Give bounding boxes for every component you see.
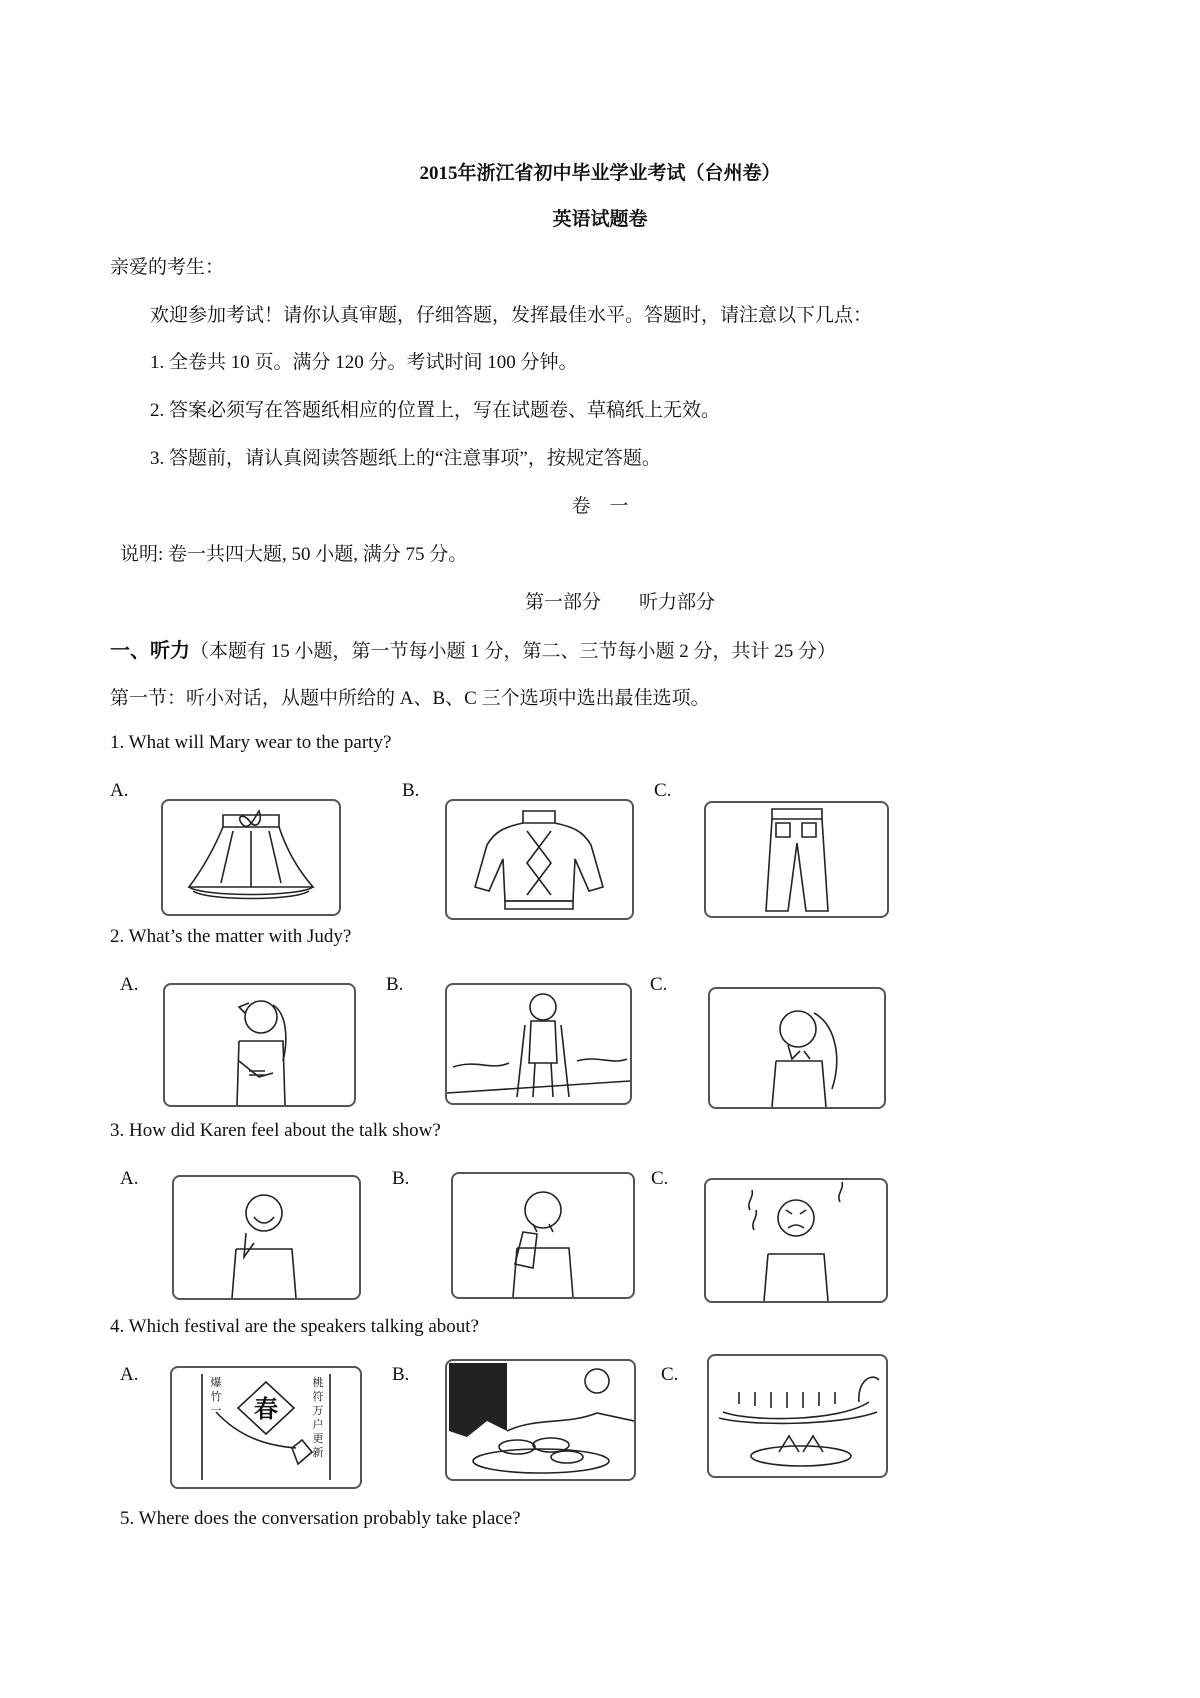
q1-option-c-label: C. (654, 780, 672, 801)
exam-subtitle: 英语试题卷 (552, 209, 648, 230)
q4-option-c-label: C. (661, 1364, 679, 1385)
svg-text:更: 更 (312, 1432, 324, 1445)
jeans-image[interactable] (704, 801, 889, 918)
note-2: 2. 答案必须写在答题纸相应的位置上，写在试题卷、草稿纸上无效。 (150, 400, 721, 421)
q2-option-c-label: C. (650, 974, 668, 995)
question-2: 2. What’s the matter with Judy? (110, 926, 352, 947)
subsection-1: 第一节：听小对话，从题中所给的 A、B、C 三个选项中选出最佳选项。 (110, 688, 710, 709)
volume-heading: 卷 一 (571, 496, 629, 517)
question-1: 1. What will Mary wear to the party? (110, 732, 392, 753)
q3-option-b-label: B. (392, 1168, 410, 1189)
crutches-girl-image[interactable] (445, 983, 632, 1105)
svg-text:一: 一 (210, 1404, 222, 1417)
spring-couplet-right: 桃 (312, 1376, 324, 1389)
hurt-arm-girl-image[interactable] (163, 983, 356, 1107)
section-1-label: 一、听力 (110, 640, 190, 662)
question-4: 4. Which festival are the speakers talking about? (110, 1316, 479, 1337)
q1-option-b-label: B. (402, 780, 420, 801)
note-3: 3. 答题前，请认真阅读答题纸上的“注意事项”，按规定答题。 (150, 448, 661, 469)
svg-text:符: 符 (312, 1390, 324, 1403)
happy-girl-image[interactable] (172, 1175, 361, 1300)
greeting: 亲爱的考生： (110, 257, 225, 278)
q1-option-a-label: A. (110, 780, 129, 801)
q3-option-a-label: A. (120, 1168, 139, 1189)
q2-option-b-label: B. (386, 974, 404, 995)
svg-text:新: 新 (312, 1446, 324, 1459)
mid-autumn-festival-image[interactable] (445, 1359, 636, 1481)
svg-text:户: 户 (312, 1418, 324, 1431)
intro-text: 欢迎参加考试！请你认真审题，仔细答题，发挥最佳水平。答题时，请注意以下几点： (150, 305, 873, 326)
spring-couplet-center: 春 (254, 1395, 278, 1423)
spring-couplet-left: 爆 (210, 1376, 222, 1389)
section-1-desc: （本题有 15 小题，第一节每小题 1 分，第二、三节每小题 2 分，共计 25 分） (190, 641, 837, 662)
crying-girl-image[interactable] (451, 1172, 635, 1299)
svg-text:竹: 竹 (210, 1390, 222, 1403)
question-5: 5. Where does the conversation probably take place? (120, 1508, 521, 1529)
dragon-boat-festival-image[interactable] (707, 1354, 888, 1478)
angry-girl-image[interactable] (704, 1178, 888, 1303)
sore-throat-girl-image[interactable] (708, 987, 886, 1109)
skirt-image[interactable] (161, 799, 341, 916)
svg-text:万: 万 (312, 1404, 324, 1417)
part-heading: 第一部分 听力部分 (524, 592, 715, 613)
note-1: 1. 全卷共 10 页。满分 120 分。考试时间 100 分钟。 (150, 352, 578, 373)
q2-option-a-label: A. (120, 974, 139, 995)
q4-option-b-label: B. (392, 1364, 410, 1385)
q4-option-a-label: A. (120, 1364, 139, 1385)
q3-option-c-label: C. (651, 1168, 669, 1189)
question-3: 3. How did Karen feel about the talk show? (110, 1120, 441, 1141)
spring-festival-image[interactable] (170, 1366, 362, 1489)
section-1-heading (110, 634, 836, 663)
sweater-image[interactable] (445, 799, 634, 920)
volume-note: 说明: 卷一共四大题, 50 小题, 满分 75 分。 (120, 544, 468, 565)
exam-title: 2015年浙江省初中毕业学业考试（台州卷） (419, 163, 781, 184)
